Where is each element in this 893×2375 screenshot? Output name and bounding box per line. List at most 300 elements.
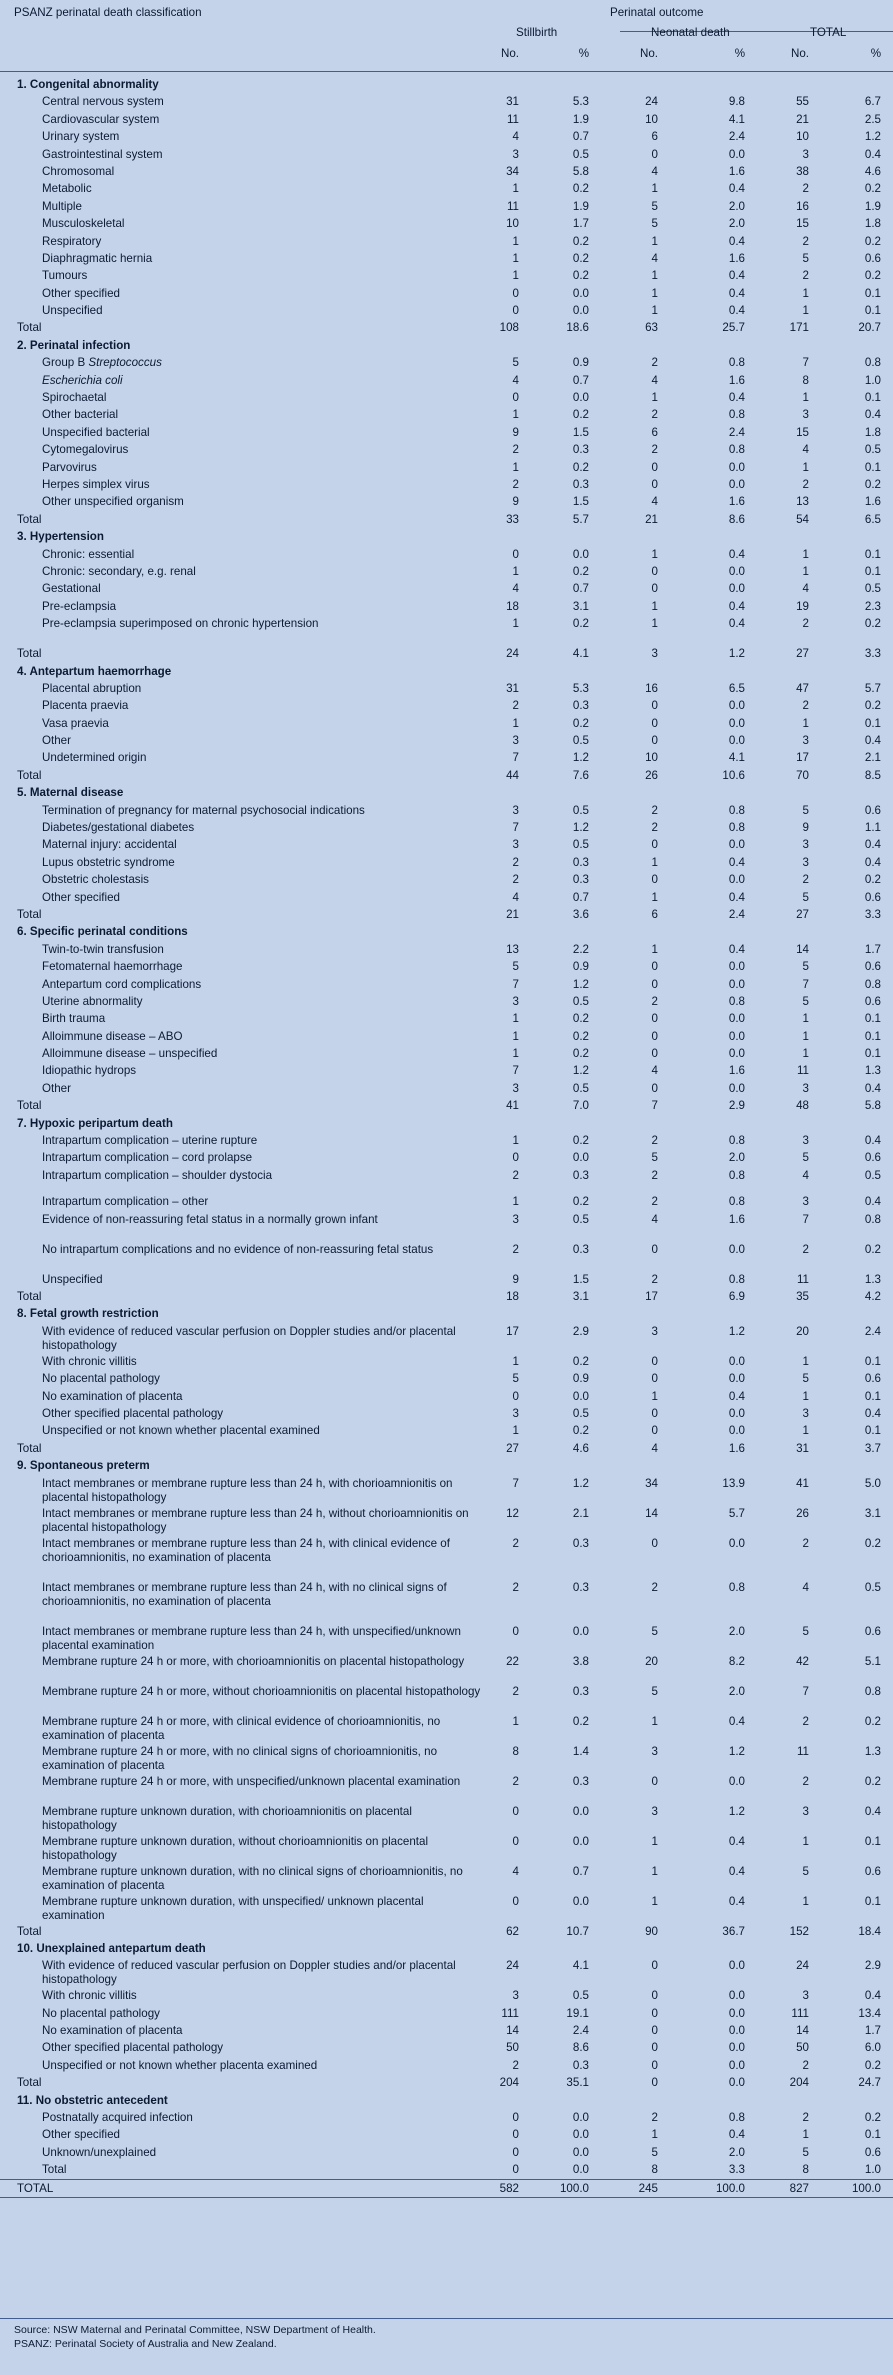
row-label: Parvovirus: [42, 460, 97, 474]
row-label: Total: [17, 1290, 42, 1303]
cell-count: 41: [506, 1099, 519, 1113]
cell-percent: 0.1: [864, 391, 881, 405]
sub-no: No.: [639, 47, 658, 60]
table-row: [0, 976, 893, 993]
cell-count: 4: [802, 1580, 809, 1594]
cell-percent: 2.4: [728, 130, 745, 144]
row-label: TOTAL: [17, 2181, 54, 2195]
cell-count: 3: [802, 1989, 809, 2003]
row-label: Evidence of non-reassuring fetal status in a normally grown infant: [42, 1212, 378, 1226]
cell-count: 1: [651, 855, 658, 869]
table-row: [0, 1743, 893, 1773]
cell-count: 3: [651, 1324, 658, 1338]
cell-count: 2: [512, 1168, 519, 1182]
cell-percent: 10.6: [722, 768, 745, 782]
table-row: [0, 889, 893, 906]
row-label: Central nervous system: [42, 95, 164, 109]
table-row: [0, 424, 893, 441]
row-label: Tumours: [42, 269, 88, 283]
cell-count: 2: [802, 477, 809, 491]
cell-count: 1: [802, 1834, 809, 1848]
cell-percent: 5.0: [864, 1476, 881, 1490]
cell-percent: 0.1: [864, 286, 881, 300]
cell-percent: 19.1: [566, 2006, 589, 2020]
table-row: [0, 598, 893, 615]
cell-percent: 0.1: [864, 1894, 881, 1908]
cell-count: 1: [802, 460, 809, 474]
table-row: [0, 198, 893, 215]
cell-count: 0: [651, 1989, 658, 2003]
cell-percent: 0.5: [572, 838, 589, 852]
cell-count: 245: [638, 2181, 658, 2195]
cell-count: 1: [651, 547, 658, 561]
section-heading: [0, 528, 893, 545]
cell-percent: 2.9: [728, 1099, 745, 1113]
cell-percent: 0.0: [728, 2006, 745, 2020]
row-label: Birth trauma: [42, 1012, 106, 1026]
cell-count: 3: [802, 1804, 809, 1818]
cell-percent: 0.8: [728, 1195, 745, 1209]
cell-percent: 0.0: [728, 1536, 745, 1550]
section-heading: [0, 1115, 893, 1132]
row-label: Lupus obstetric syndrome: [42, 855, 175, 869]
cell-percent: 0.1: [864, 716, 881, 730]
cell-percent: 0.7: [572, 890, 589, 904]
cell-count: 4: [802, 443, 809, 457]
cell-count: 0: [512, 2145, 519, 2159]
cell-count: 0: [651, 1536, 658, 1550]
cell-count: 5: [651, 217, 658, 231]
row-label: Twin-to-twin transfusion: [42, 942, 164, 956]
cell-percent: 1.7: [864, 2024, 881, 2038]
cell-percent: 0.8: [728, 803, 745, 817]
cell-count: 2: [802, 2058, 809, 2072]
cell-percent: 3.3: [728, 2163, 745, 2177]
table-row: [0, 180, 893, 197]
row-label: Diaphragmatic hernia: [42, 251, 153, 265]
cell-percent: 0.2: [572, 1195, 589, 1209]
table-body: [0, 76, 893, 2198]
cell-count: 0: [651, 1012, 658, 1026]
table-row: [0, 1370, 893, 1387]
cell-count: 34: [645, 1476, 658, 1490]
cell-percent: 2.9: [572, 1324, 589, 1338]
cell-count: 1: [802, 1012, 809, 1026]
cell-count: 9: [512, 425, 519, 439]
cell-percent: 1.7: [864, 942, 881, 956]
cell-count: 2: [802, 2111, 809, 2125]
table-row: [0, 871, 893, 888]
cell-percent: 0.5: [572, 734, 589, 748]
cell-count: 1: [802, 1389, 809, 1403]
cell-count: 11: [506, 199, 519, 213]
row-label: Intact membranes or membrane rupture less than 24 h, without chorioamnionitis on placental histopathology: [42, 1506, 469, 1534]
cell-percent: 0.0: [572, 547, 589, 561]
cell-percent: 0.5: [572, 147, 589, 161]
cell-percent: 0.2: [864, 2058, 881, 2072]
cell-percent: 1.2: [572, 1476, 589, 1490]
cell-count: 108: [499, 321, 519, 335]
cell-percent: 6.5: [864, 512, 881, 526]
table-row: [0, 854, 893, 871]
cell-percent: 10.7: [566, 1924, 589, 1938]
table-row: [0, 1893, 893, 1923]
row-label: Intrapartum complication – shoulder dystocia: [42, 1168, 273, 1182]
cell-count: 0: [651, 1242, 658, 1256]
row-label: Intrapartum complication – other: [42, 1195, 209, 1209]
table-row: [0, 1535, 893, 1579]
cell-count: 0: [512, 547, 519, 561]
table-row: [0, 1241, 893, 1271]
cell-percent: 1.9: [572, 199, 589, 213]
cell-percent: 0.0: [572, 1389, 589, 1403]
cell-count: 3: [512, 734, 519, 748]
cell-percent: 0.4: [864, 734, 881, 748]
cell-percent: 0.8: [864, 977, 881, 991]
cell-percent: 0.0: [728, 2024, 745, 2038]
cell-count: 2: [802, 182, 809, 196]
cell-percent: 9.8: [728, 95, 745, 109]
row-label: Fetomaternal haemorrhage: [42, 960, 183, 974]
cell-percent: 1.1: [864, 821, 881, 835]
cell-percent: 0.5: [572, 1406, 589, 1420]
cell-percent: 0.4: [728, 547, 745, 561]
cell-percent: 3.6: [572, 907, 589, 921]
cell-count: 31: [796, 1441, 809, 1455]
cell-count: 2: [512, 699, 519, 713]
cell-count: 2: [512, 443, 519, 457]
cell-percent: 0.0: [728, 716, 745, 730]
table-row: [0, 1405, 893, 1422]
cell-count: 0: [651, 838, 658, 852]
cell-count: 0: [512, 286, 519, 300]
row-label: 2. Perinatal infection: [17, 338, 131, 352]
cell-count: 1: [651, 269, 658, 283]
row-label: Total: [17, 1924, 42, 1938]
cell-count: 24: [796, 1959, 809, 1973]
row-label: Postnatally acquired infection: [42, 2111, 193, 2125]
cell-percent: 3.3: [864, 907, 881, 921]
cell-count: 7: [802, 1212, 809, 1226]
cell-percent: 0.3: [572, 1168, 589, 1182]
cell-percent: 0.0: [728, 582, 745, 596]
cell-count: 2: [802, 699, 809, 713]
row-label: 8. Fetal growth restriction: [17, 1307, 159, 1321]
cell-count: 21: [506, 907, 519, 921]
table-row: [0, 580, 893, 597]
cell-percent: 0.0: [728, 460, 745, 474]
cell-percent: 0.4: [728, 2128, 745, 2142]
cell-percent: 0.0: [572, 1151, 589, 1165]
row-label: Diabetes/gestational diabetes: [42, 821, 195, 835]
stillbirth-heading: Stillbirth: [516, 26, 558, 39]
cell-count: 7: [802, 1684, 809, 1698]
cell-count: 8: [802, 2163, 809, 2177]
cell-percent: 0.0: [728, 147, 745, 161]
cell-count: 2: [651, 443, 658, 457]
table-row: [0, 476, 893, 493]
cell-count: 5: [802, 994, 809, 1008]
cell-count: 0: [651, 960, 658, 974]
table-row: [0, 1987, 893, 2004]
cell-percent: 1.5: [572, 495, 589, 509]
row-label: Spirochaetal: [42, 391, 107, 405]
table-row: [0, 406, 893, 423]
cell-percent: 100.0: [715, 2181, 745, 2195]
table-row: [0, 1475, 893, 1505]
cell-percent: 6.0: [864, 2041, 881, 2055]
cell-percent: 1.8: [864, 217, 881, 231]
cell-percent: 0.2: [864, 1774, 881, 1788]
cell-count: 2: [651, 1195, 658, 1209]
table-row: [0, 1683, 893, 1713]
row-label: No placental pathology: [42, 1372, 160, 1386]
cell-percent: 18.4: [858, 1924, 881, 1938]
cell-count: 31: [506, 95, 519, 109]
cell-percent: 0.0: [572, 1894, 589, 1908]
cell-count: 1: [512, 1134, 519, 1148]
table-row: [0, 93, 893, 110]
cell-percent: 0.1: [864, 460, 881, 474]
cell-percent: 1.6: [728, 373, 745, 387]
cell-percent: 0.3: [572, 1774, 589, 1788]
row-label: Placenta praevia: [42, 699, 129, 713]
cell-percent: 2.0: [728, 1151, 745, 1165]
table-row: [0, 732, 893, 749]
cell-percent: 100.0: [559, 2181, 589, 2195]
table-row: [0, 563, 893, 580]
row-label: Total: [17, 1099, 42, 1113]
cell-percent: 0.8: [728, 1134, 745, 1148]
cell-count: 0: [651, 1372, 658, 1386]
cell-count: 5: [802, 1624, 809, 1638]
cell-count: 0: [651, 2041, 658, 2055]
cell-count: 5: [512, 1372, 519, 1386]
cell-percent: 4.2: [864, 1290, 881, 1303]
cell-percent: 0.4: [864, 1804, 881, 1818]
cell-count: 5: [802, 251, 809, 265]
cell-count: 13: [796, 495, 809, 509]
row-label: Total: [17, 907, 42, 921]
cell-count: 1: [651, 182, 658, 196]
cell-count: 35: [796, 1290, 809, 1303]
row-label: Undetermined origin: [42, 751, 147, 765]
cell-count: 7: [802, 977, 809, 991]
cell-percent: 1.2: [728, 1744, 745, 1758]
cell-percent: 2.2: [572, 942, 589, 956]
cell-count: 24: [506, 1959, 519, 1973]
cell-percent: 0.3: [572, 855, 589, 869]
cell-count: 4: [651, 1441, 658, 1455]
row-gap: [0, 1184, 893, 1193]
cell-count: 11: [796, 1272, 809, 1286]
row-label: Total: [17, 1441, 42, 1455]
table-row: [0, 958, 893, 975]
cell-percent: 0.3: [572, 1580, 589, 1594]
table-row: [0, 1167, 893, 1184]
row-label: No placental pathology: [42, 2006, 160, 2020]
row-label: Urinary system: [42, 130, 120, 144]
cell-percent: 2.4: [572, 2024, 589, 2038]
cell-percent: 1.6: [728, 164, 745, 178]
cell-percent: 1.5: [572, 1272, 589, 1286]
cell-count: 8: [802, 373, 809, 387]
cell-percent: 0.2: [572, 1714, 589, 1728]
cell-count: 2: [651, 803, 658, 817]
cell-count: 111: [791, 2006, 809, 2020]
cell-count: 41: [796, 1476, 809, 1490]
cell-count: 48: [796, 1099, 809, 1113]
cell-count: 5: [512, 960, 519, 974]
cell-percent: 0.4: [864, 1134, 881, 1148]
cell-count: 1: [651, 1714, 658, 1728]
cell-percent: 0.7: [572, 582, 589, 596]
table-row: [0, 1833, 893, 1863]
cell-count: 4: [512, 890, 519, 904]
cell-percent: 0.5: [572, 803, 589, 817]
cell-count: 8: [651, 2163, 658, 2177]
cell-count: 0: [651, 582, 658, 596]
cell-count: 24: [645, 95, 658, 109]
cell-percent: 0.8: [728, 1168, 745, 1182]
cell-count: 1: [802, 304, 809, 318]
cell-count: 1: [512, 1354, 519, 1368]
cell-percent: 0.2: [572, 716, 589, 730]
cell-count: 15: [796, 217, 809, 231]
row-label: Total: [17, 512, 42, 526]
section-heading: [0, 1457, 893, 1474]
row-label: Unspecified: [42, 1272, 103, 1286]
table-row: [0, 111, 893, 128]
cell-count: 2: [802, 1536, 809, 1550]
cell-count: 12: [506, 1506, 519, 1520]
cell-percent: 0.4: [728, 942, 745, 956]
cell-percent: 5.8: [572, 164, 589, 178]
cell-count: 0: [651, 2024, 658, 2038]
cell-percent: 0.2: [864, 234, 881, 248]
cell-percent: 0.0: [728, 1047, 745, 1061]
table-row: [0, 819, 893, 836]
cell-count: 1: [651, 617, 658, 631]
cell-percent: 0.0: [728, 1372, 745, 1386]
table-row: [0, 302, 893, 319]
table-row: [0, 1193, 893, 1210]
cell-count: 15: [796, 425, 809, 439]
cell-count: 26: [645, 768, 658, 782]
cell-count: 0: [651, 873, 658, 887]
table-row: [0, 267, 893, 284]
row-label: Total: [17, 321, 42, 335]
row-label: Multiple: [42, 199, 82, 213]
row-label: Placental abruption: [42, 681, 142, 695]
cell-percent: 1.3: [864, 1272, 881, 1286]
cell-percent: 2.0: [728, 1684, 745, 1698]
cell-percent: 0.6: [864, 960, 881, 974]
cell-percent: 0.2: [572, 460, 589, 474]
cell-percent: 0.0: [728, 1029, 745, 1043]
cell-count: 2: [512, 1580, 519, 1594]
cell-percent: 1.2: [572, 1064, 589, 1078]
cell-count: 2: [651, 356, 658, 370]
cell-percent: 0.4: [864, 855, 881, 869]
cell-percent: 0.4: [728, 1834, 745, 1848]
cell-count: 1: [512, 408, 519, 422]
section-total-row: [0, 2074, 893, 2091]
cell-percent: 0.5: [864, 1168, 881, 1182]
cell-count: 21: [796, 112, 809, 126]
cell-count: 5: [802, 890, 809, 904]
cell-count: 3: [651, 1804, 658, 1818]
table-row: [0, 285, 893, 302]
cell-count: 1: [651, 391, 658, 405]
cell-count: 54: [796, 512, 809, 526]
cell-count: 1: [651, 1389, 658, 1403]
table-row: [0, 2039, 893, 2056]
cell-percent: 0.8: [728, 821, 745, 835]
cell-count: 2: [802, 1774, 809, 1788]
row-label: Obstetric cholestasis: [42, 873, 149, 887]
cell-percent: 0.1: [864, 1029, 881, 1043]
cell-percent: 0.4: [728, 304, 745, 318]
row-label: 11. No obstetric antecedent: [17, 2093, 168, 2107]
row-label: Alloimmune disease – ABO: [42, 1029, 183, 1043]
table-row: [0, 2005, 893, 2022]
cell-percent: 0.4: [728, 1864, 745, 1878]
row-label: Chronic: secondary, e.g. renal: [42, 564, 196, 578]
table-row: [0, 233, 893, 250]
cell-count: 3: [802, 734, 809, 748]
cell-percent: 0.1: [864, 1047, 881, 1061]
cell-count: 5: [651, 1624, 658, 1638]
cell-count: 20: [645, 1654, 658, 1668]
cell-count: 0: [512, 1804, 519, 1818]
row-label: Intact membranes or membrane rupture less than 24 h, with no clinical signs of chorioamnionitis, no examination of placenta: [42, 1580, 447, 1608]
table-row: [0, 1957, 893, 1987]
cell-count: 1: [512, 1714, 519, 1728]
cell-count: 31: [506, 681, 519, 695]
row-label: Idiopathic hydrops: [42, 1064, 137, 1078]
cell-count: 2: [802, 873, 809, 887]
cell-percent: 0.3: [572, 477, 589, 491]
cell-percent: 0.2: [864, 1242, 881, 1256]
cell-percent: 0.0: [728, 977, 745, 991]
cell-percent: 0.4: [864, 1989, 881, 2003]
cell-count: 152: [789, 1924, 809, 1938]
cell-count: 4: [651, 1064, 658, 1078]
cell-count: 17: [645, 1290, 658, 1303]
cell-count: 1: [651, 599, 658, 613]
section-heading: [0, 76, 893, 93]
cell-count: 38: [796, 164, 809, 178]
table-row: [0, 441, 893, 458]
row-label: Total: [42, 2163, 67, 2177]
cell-percent: 13.4: [858, 2006, 881, 2020]
cell-percent: 1.9: [864, 199, 881, 213]
row-label: Membrane rupture 24 h or more, with clinical evidence of chorioamnionitis, no examination of placenta: [42, 1714, 441, 1742]
row-label: Total: [17, 647, 42, 661]
cell-count: 0: [651, 699, 658, 713]
row-label: Vasa praevia: [42, 716, 109, 730]
cell-count: 7: [651, 1099, 658, 1113]
row-label: Intrapartum complication – uterine rupture: [42, 1134, 258, 1148]
cell-count: 3: [802, 838, 809, 852]
cell-count: 2: [802, 269, 809, 283]
cell-count: 14: [645, 1506, 658, 1520]
cell-count: 0: [651, 564, 658, 578]
cell-count: 1: [802, 1424, 809, 1438]
row-label: Membrane rupture 24 h or more, with no clinical signs of chorioamnionitis, no examination of placenta: [42, 1744, 438, 1772]
cell-percent: 0.4: [728, 617, 745, 631]
